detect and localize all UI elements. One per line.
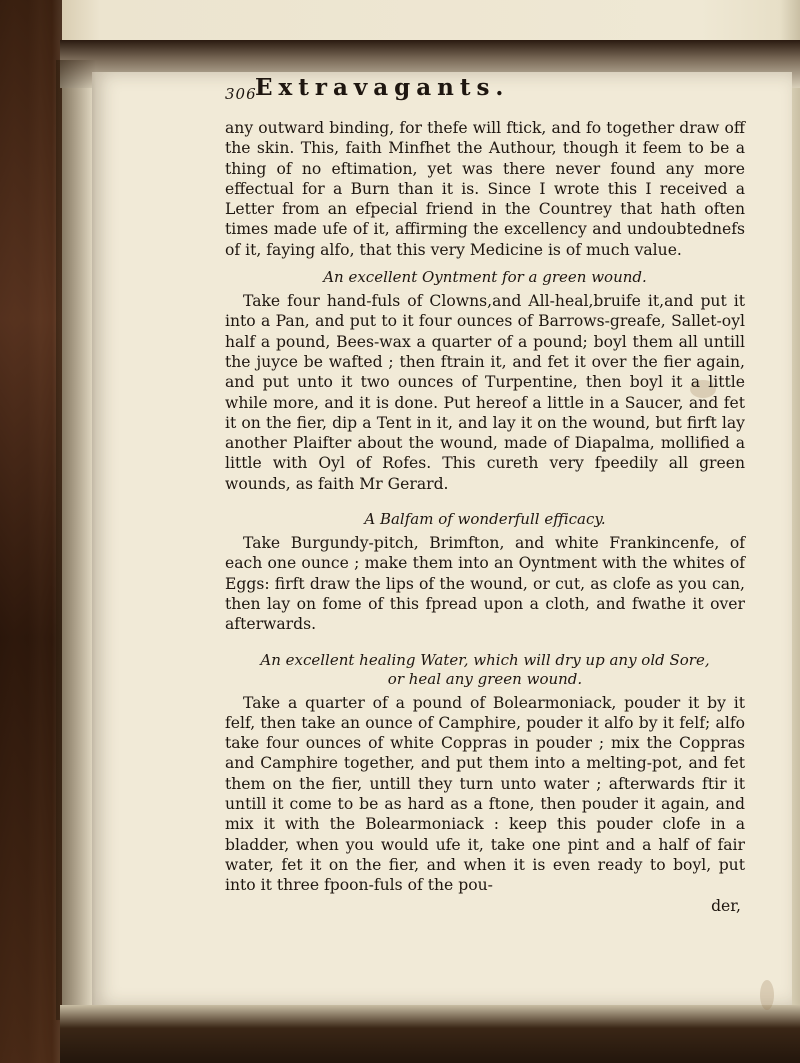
running-title: Extravagants. (255, 74, 510, 101)
page-number: 306 (225, 85, 257, 103)
paragraph-burn-remedy: any outward binding, for thefe will ftick, and fo together draw off the skin. This, faith Minfhet the Authour, though it feem to be a thing of no eftimation, yet was there never found any more effectual for a Burn than it is. Since I wrote this I received a Letter from an efpecial friend in the Countrey that hath often times made ufe of it, affirming the excellency and undoubtednefs of it, faying alfo, that this very Medicine is of much value. (225, 119, 745, 259)
page-header (225, 74, 745, 112)
heading-oyntment: An excellent Oyntment for a green wound. (323, 268, 647, 287)
heading-healing-water-line1: An excellent healing Water, which will dry up any old Sore, (260, 650, 710, 669)
page-text (225, 74, 745, 916)
book-spine-edge (0, 0, 62, 1063)
paper-stain (760, 980, 774, 1010)
paragraph-oyntment-recipe: Take four hand-fuls of Clowns,and All-heal,bruife it,and put it into a Pan, and put to it four ounces of Barrows-greafe, Sallet-oyl half a pound, Bees-wax a quarter of a pound; boyl them all untill the juyce be wafted ; then ftrain it, and fet it over the fier again, and put unto it two ounces of Turpentine, then boyl it a little while more, and it is done. Put hereof a little in a Saucer, and fet it on the fier, dip a Tent in it, and lay it on the wound, but firft lay another Plaifter about the wound, made of Diapalma, mollified a little with Oyl of Rofes. This cureth very fpeedily all green wounds, as faith Mr Gerard. (225, 292, 745, 493)
gutter-shadow (56, 60, 96, 1020)
heading-healing-water (225, 651, 745, 689)
paragraph-balfam-recipe: Take Burgundy-pitch, Brimfton, and white Frankincenfe, of each one ounce ; make them into an Oyntment with the whites of Eggs: firft draw the lips of the wound, or cut, as clofe as you can, then lay on fome of this fpread upon a cloth, and fwathe it over afterwards. (225, 534, 745, 634)
catchword: der, (711, 896, 741, 915)
paragraph-healing-water-recipe: Take a quarter of a pound of Bolearmoniack, pouder it by it felf, then take an ounce of Camphire, pouder it alfo by it felf; alfo take four ounces of white Coppras in pouder ; mix the Coppras and Camphire together, and put them into a melting-pot, and fet them on the fier, untill they turn unto water ; afterwards ftir it untill it come to be as hard as a ftone, then pouder it again, and mix it with the Bolearmoniack : keep this pouder clofe in a bladder, when you would ufe it, take one pint and a half of fair water, fet it on the fier, and when it is even ready to boyl, put into it three fpoon-fuls of the pou- (225, 693, 745, 895)
bottom-page-edge (60, 1005, 800, 1063)
heading-healing-water-line2: or heal any green wound. (387, 669, 583, 688)
heading-balfam: A Balfam of wonderfull efficacy. (364, 510, 606, 529)
